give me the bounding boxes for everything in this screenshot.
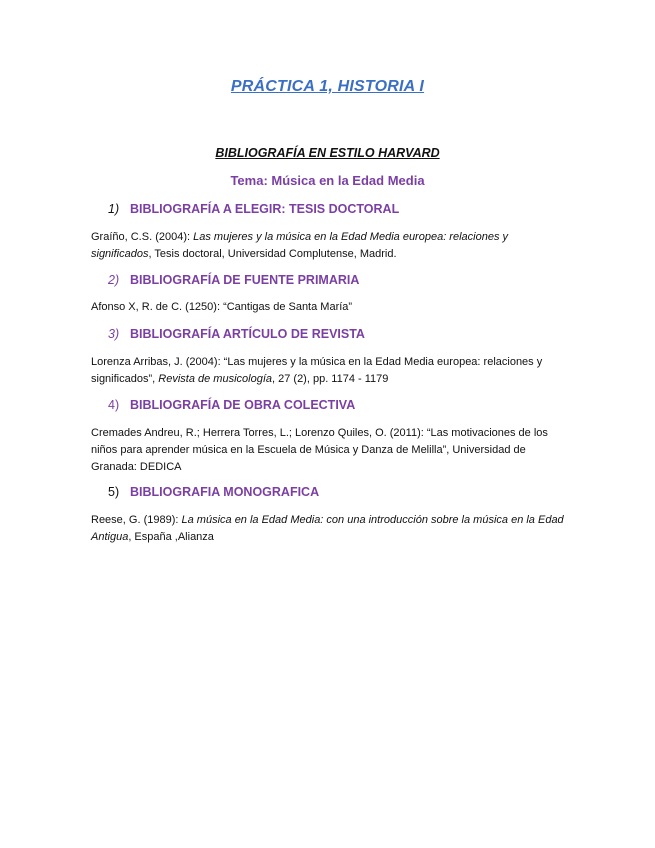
entry-text: , España ,Alianza	[128, 531, 214, 543]
section-title: BIBLIOGRAFÍA DE FUENTE PRIMARIA	[130, 273, 360, 287]
section-heading-4	[108, 398, 355, 412]
section-heading-3	[108, 327, 365, 341]
entry-italic-title: La música en la Edad Media: con una introducción sobre la música en la Edad Antigua	[91, 514, 564, 543]
topic-line: Tema: Música en la Edad Media	[230, 173, 425, 188]
bibliography-entry-3	[91, 354, 571, 388]
bibliography-entry-1	[91, 229, 571, 263]
section-title: BIBLIOGRAFÍA ARTÍCULO DE REVISTA	[130, 327, 365, 341]
section-number: 2)	[108, 273, 120, 287]
section-heading-5	[108, 485, 319, 499]
entry-italic-title: Revista de musicología	[158, 373, 272, 385]
section-title: BIBLIOGRAFÍA A ELEGIR: TESIS DOCTORAL	[130, 202, 400, 216]
section-heading-2	[108, 273, 359, 287]
section-number: 4)	[108, 398, 120, 412]
section-number: 5)	[108, 485, 120, 499]
entry-text: Graíño, C.S. (2004):	[91, 231, 194, 243]
entry-text: Afonso X, R. de C. (1250): “Cantigas de Santa María”	[91, 301, 353, 313]
entry-italic-title: Las mujeres y la música en la Edad Media europea: relaciones y significados	[91, 231, 509, 260]
document-subtitle: BIBLIOGRAFÍA EN ESTILO HARVARD	[215, 146, 440, 160]
bibliography-entry-5	[91, 512, 571, 546]
section-heading-1	[108, 202, 399, 216]
section-title: BIBLIOGRAFIA MONOGRAFICA	[130, 485, 320, 499]
section-number: 3)	[108, 327, 120, 341]
entry-text: , Tesis doctoral, Universidad Complutense, Madrid.	[148, 248, 397, 260]
page-title: PRÁCTICA 1, HISTORIA I	[230, 78, 425, 95]
bibliography-entry-4	[91, 425, 571, 476]
bibliography-entry-2	[91, 299, 571, 316]
entry-text: Lorenza Arribas, J. (2004): “Las mujeres y la música en la Edad Media europea: relaciones y significados”,	[91, 356, 543, 385]
entry-text: Cremades Andreu, R.; Herrera Torres, L.; Lorenzo Quiles, O. (2011): “Las motivaciones de los niños para aprender música en la Escuela de Música y Danza de Melilla”, Universidad de Granada: DEDICA	[91, 427, 548, 473]
entry-text: , 27 (2), pp. 1174 - 1179	[272, 373, 389, 385]
section-title: BIBLIOGRAFÍA DE OBRA COLECTIVA	[130, 398, 356, 412]
section-number: 1)	[108, 202, 120, 216]
entry-text: Reese, G. (1989):	[91, 514, 182, 526]
